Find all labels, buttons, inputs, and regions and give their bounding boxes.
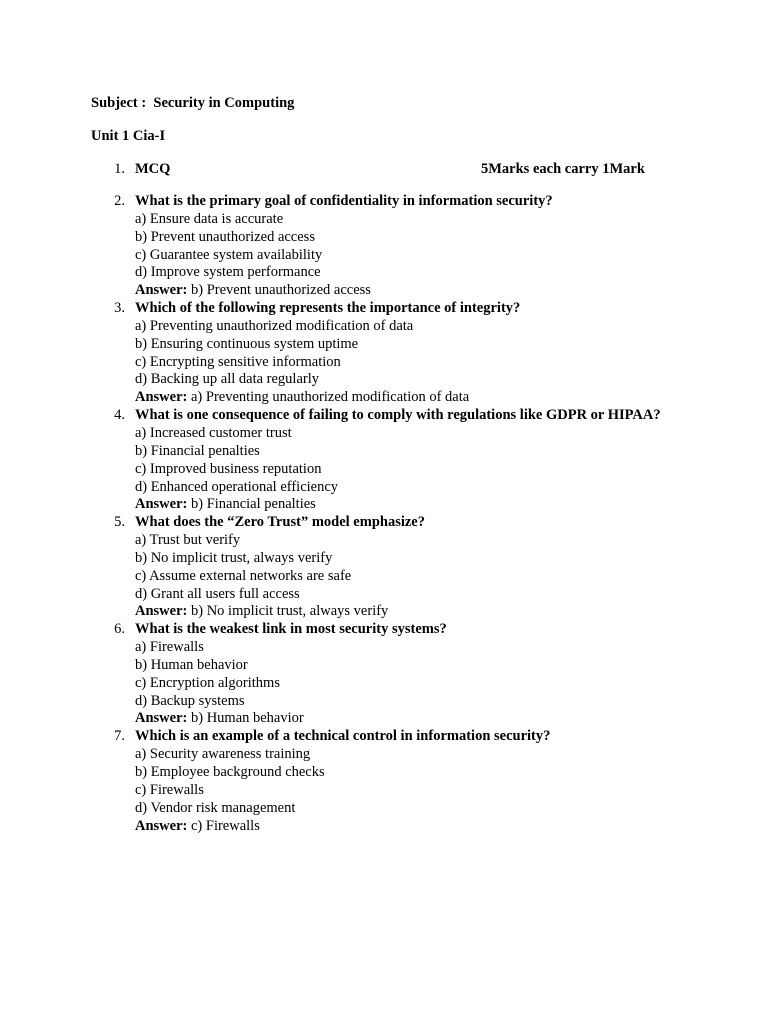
question-item (91, 407, 661, 514)
answer-label: Answer: (135, 817, 188, 834)
option-a: a) Firewalls (135, 639, 204, 656)
answer-line (135, 389, 661, 407)
answer-label: Answer: (135, 710, 188, 727)
question-text: What is the primary goal of confidentiality in information security? (135, 193, 553, 209)
unit-heading: Unit 1 Cia-I (91, 128, 166, 144)
option-b: b) Prevent unauthorized access (135, 228, 315, 245)
option-b: b) Employee background checks (135, 764, 325, 780)
option-d: d) Grant all users full access (135, 585, 300, 602)
option-c: c) Firewalls (135, 781, 204, 798)
option-c: c) Encrypting sensitive information (135, 353, 341, 370)
question-item (91, 621, 661, 728)
answer-text: b) No implicit trust, always verify (190, 603, 389, 620)
question-number: 5. (114, 514, 125, 531)
option-a: a) Trust but verify (135, 532, 241, 549)
option-a: a) Preventing unauthorized modification of data (135, 317, 414, 334)
option-d: d) Enhanced operational efficiency (135, 478, 339, 495)
option-b: b) Financial penalties (135, 442, 260, 459)
option-d: d) Improve system performance (135, 264, 321, 281)
answer-text: b) Prevent unauthorized access (190, 282, 371, 299)
question-item (91, 193, 661, 300)
option-d: d) Backing up all data regularly (135, 371, 320, 388)
option-a: a) Increased customer trust (135, 424, 292, 441)
section-label: MCQ (135, 161, 171, 177)
option-b: b) No implicit trust, always verify (135, 549, 333, 566)
option-c: c) Assume external networks are safe (135, 567, 352, 584)
question-text: Which is an example of a technical control in information security? (135, 728, 551, 745)
option-d: d) Backup systems (135, 692, 245, 709)
option-c: c) Encryption algorithms (135, 674, 280, 691)
question-number: 3. (114, 300, 125, 317)
answer-line (135, 818, 661, 836)
option-a: a) Ensure data is accurate (135, 210, 284, 227)
question-item (91, 300, 661, 407)
question-number: 4. (114, 407, 125, 424)
subject-heading: Subject : Security in Computing (91, 95, 295, 111)
section-header (91, 160, 661, 178)
question-text: What is one consequence of failing to comply with regulations like GDPR or HIPAA? (135, 407, 661, 424)
question-number: 7. (114, 728, 125, 745)
marks-note: 5Marks each carry 1Mark (481, 161, 645, 177)
answer-text: b) Human behavior (190, 710, 304, 727)
question-item (91, 728, 661, 835)
question-text: What does the “Zero Trust” model emphasize? (135, 514, 425, 531)
answer-label: Answer: (135, 603, 188, 620)
answer-line (135, 496, 661, 514)
answer-line (135, 603, 661, 621)
answer-line (135, 710, 661, 728)
answer-label: Answer: (135, 389, 188, 406)
answer-label: Answer: (135, 282, 188, 299)
answer-label: Answer: (135, 496, 188, 513)
option-c: c) Guarantee system availability (135, 246, 323, 263)
answer-text: b) Financial penalties (190, 496, 316, 513)
question-number: 2. (114, 193, 125, 209)
option-c: c) Improved business reputation (135, 460, 322, 477)
question-text: Which of the following represents the importance of integrity? (135, 300, 521, 317)
question-number: 6. (114, 621, 125, 638)
option-b: b) Human behavior (135, 656, 248, 673)
section-number: 1. (114, 161, 125, 177)
answer-text: a) Preventing unauthorized modification of data (190, 389, 470, 406)
option-a: a) Security awareness training (135, 746, 311, 763)
option-d: d) Vendor risk management (135, 799, 296, 816)
question-text: What is the weakest link in most security systems? (135, 621, 447, 638)
option-b: b) Ensuring continuous system uptime (135, 335, 359, 352)
question-item (91, 514, 661, 621)
answer-line (135, 282, 661, 300)
question-list (91, 193, 661, 835)
answer-text: c) Firewalls (190, 817, 260, 834)
